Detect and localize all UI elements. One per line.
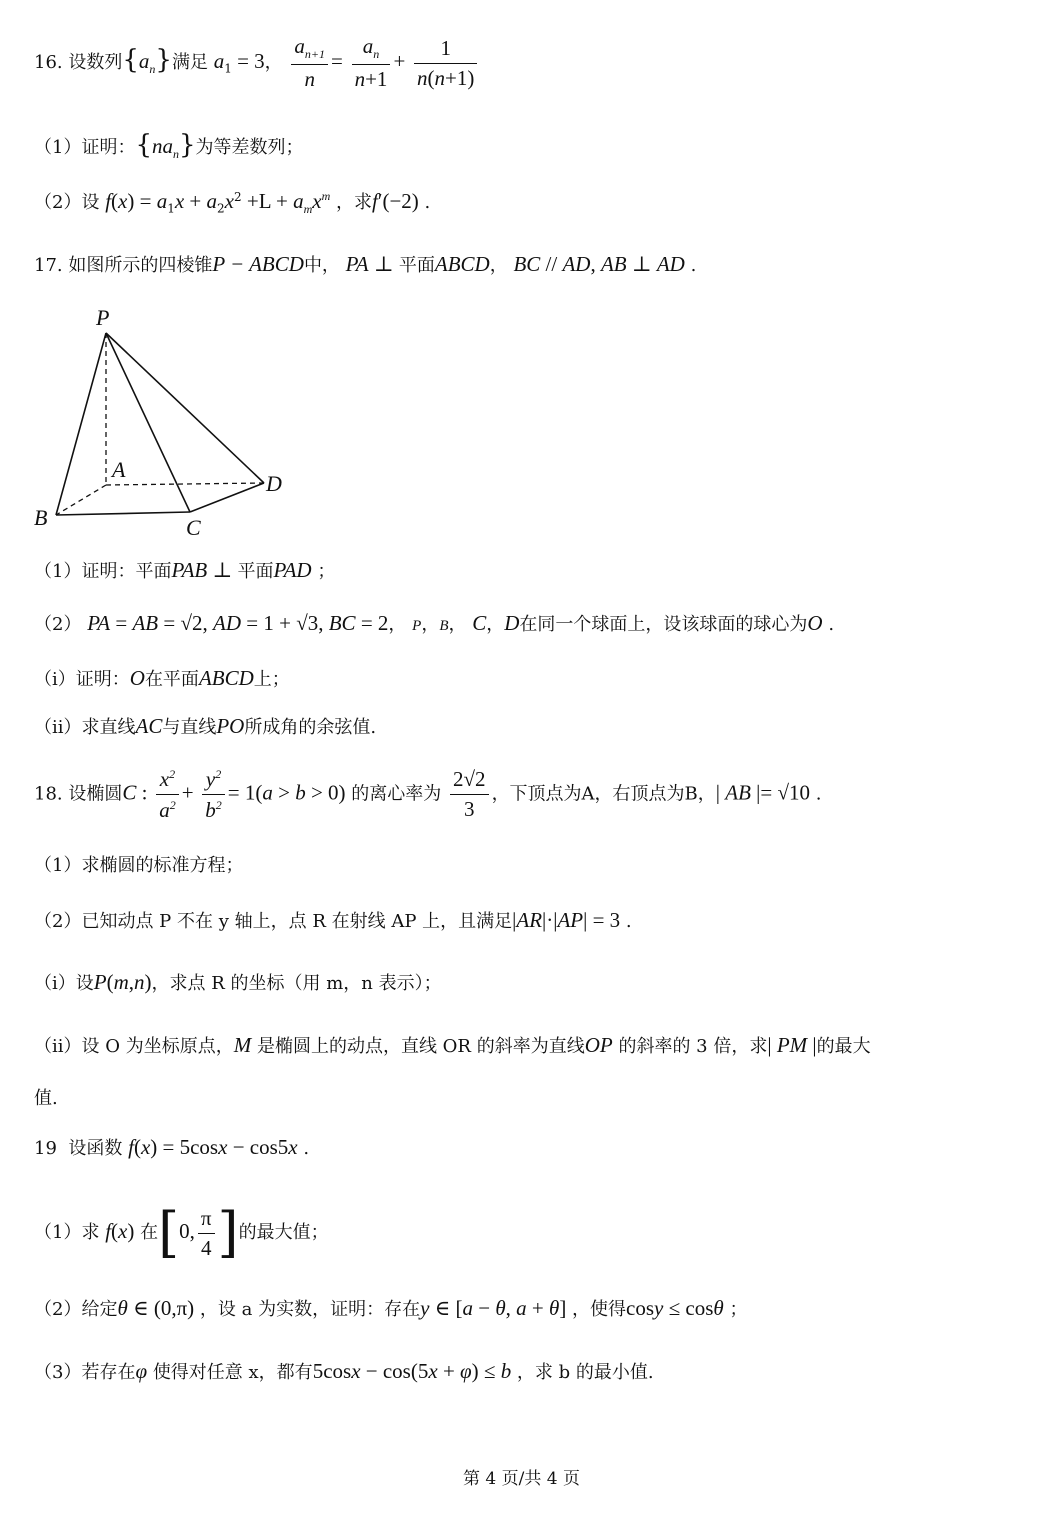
q16-part1: （1）证明：$\{na_n\}$为等差数列； (34, 130, 304, 162)
q16-fraction-rhs2: $\frac{1}{n(n+1)}$ (414, 38, 477, 89)
q18-part2: （2）已知动点 P 不在 y 轴上，点 R 在射线 AP 上，且满足|AR|·|AP| = 3 . (34, 908, 632, 932)
label-B: B (34, 505, 48, 530)
q17-stem: 17. 如图所示的四棱锥P − ABCD中， PA ⊥ 平面ABCD， BC // AD, AB ⊥ AD . (34, 252, 697, 276)
q18-stem: 18. 设椭圆C : $\frac{x^2}{a^2}$ + $\frac{y^2}{b^2}$ = 1(a > b > 0) 的离心率为 $\frac{2√2}{3}$ ，下顶点为A，右顶点为B，| AB |= √10 . (34, 767, 822, 822)
q19-part3: （3）若存在φ 使得对任意 x，都有5cosx − cos(5x + φ) ≤ b ，求 b 的最小值. (34, 1359, 654, 1383)
q18-sub-i: （i）设P(m,n)，求点 R 的坐标（用 m，n 表示）； (34, 970, 442, 994)
q17-part2: （2） PA = AB = √2, AD = 1 + √3, BC = 2， P，B， C，D在同一个球面上，设该球面的球心为O . (34, 611, 835, 635)
label-A: A (112, 457, 126, 482)
label-P: P (96, 305, 110, 330)
q17-sub-i: （i）证明：O在平面ABCD上； (34, 666, 290, 690)
q17-sub-ii: （ii）求直线AC与直线PO所成角的余弦值. (34, 714, 377, 738)
q19-stem: 19 设函数 f(x) = 5cosx − cos5x . (34, 1135, 310, 1159)
q18-sub-ii-cont: 值. (34, 1088, 58, 1109)
q17-part1: （1）证明：平面PAB ⊥ 平面PAD ； (34, 558, 336, 582)
q16-fraction-rhs1: $\frac{a_n}{n+1}$ (352, 36, 391, 90)
q16-part2: （2）设 $f(x) = a_1x + a_2x^2 +L + a_mx^m$ ，求f′(−2) . (34, 189, 431, 217)
label-D: D (266, 471, 282, 496)
q16-stem: 16. 设数列$\{a_n\}$满足 $a_1 = 3$， $\frac{a_{n+1}}{n}$ = $\frac{a_n}{n+1}$ + $\frac{1}{n(n+1)}$ (34, 36, 480, 90)
pyramid-figure (30, 305, 300, 545)
q18-sub-ii: （ii）设 O 为坐标原点，M 是椭圆上的动点，直线 OR 的斜率为直线OP 的斜率的 3 倍，求| PM |的最大 (34, 1033, 871, 1057)
q19-part2: （2）给定θ ∈ (0,π) ，设 a 为实数，证明：存在y ∈ [a − θ, a + θ] ，使得cosy ≤ cosθ ； (34, 1296, 748, 1320)
label-C: C (186, 515, 201, 540)
q16-fraction-lhs: $\frac{a_{n+1}}{n}$ (291, 36, 328, 90)
page-footer: 第 4 页/共 4 页 (463, 1469, 580, 1489)
q19-part1: （1）求 f(x) 在[0, $\frac{\pi}{4}$ ]的最大值； (34, 1201, 329, 1264)
q18-part1: （1）求椭圆的标准方程； (34, 855, 244, 876)
